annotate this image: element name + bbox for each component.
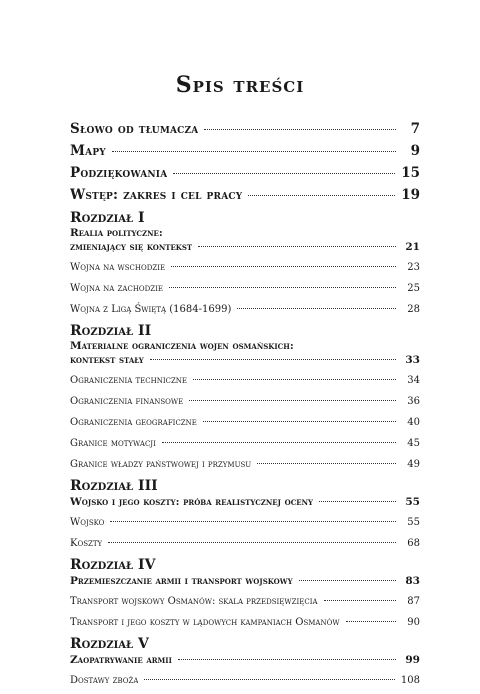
toc-subentry[interactable] — [70, 260, 420, 275]
chapter-heading: Rozdział III — [70, 478, 158, 494]
toc-subentry[interactable] — [70, 394, 420, 409]
toc-entry-title: Koszty — [70, 538, 103, 549]
toc-entry-page: 40 — [407, 417, 420, 428]
dot-leader — [319, 501, 396, 502]
toc-subentry[interactable] — [70, 615, 420, 630]
dot-leader — [193, 379, 396, 380]
toc-entry-title: Mapy — [70, 144, 106, 159]
dot-leader — [237, 308, 396, 309]
dot-leader — [150, 359, 396, 360]
chapter-heading: Rozdział IV — [70, 557, 156, 573]
toc-entry-page: 87 — [407, 596, 420, 607]
toc-entry-title: Ograniczenia finansowe — [70, 396, 184, 407]
toc-entry-page: 9 — [410, 143, 420, 159]
dot-leader — [162, 442, 396, 443]
toc-entry-page: 99 — [405, 654, 420, 666]
dot-leader — [189, 400, 396, 401]
chapter-heading: Rozdział I — [70, 210, 145, 226]
toc-entry-acknowledgements[interactable] — [70, 166, 420, 181]
toc-entry-chapter-1[interactable] — [70, 240, 420, 255]
toc-entry-title: Transport wojskowy Osmanów: skala przedsięwzięcia — [70, 596, 318, 607]
chapter-subtitle-line: Realia polityczne: — [70, 227, 163, 239]
dot-leader — [299, 580, 396, 581]
toc-entry-title: Wojna z Ligą Świętą (1684-1699) — [70, 304, 232, 315]
toc-entry-page: 34 — [407, 375, 420, 386]
toc-entry-title: zmieniający się kontekst — [70, 241, 193, 253]
toc-entry-title: Transport i jego koszty w lądowych kampaniach Osmanów — [70, 617, 340, 628]
dot-leader — [173, 173, 395, 174]
dot-leader — [248, 195, 395, 196]
toc-entry-title: Wojsko i jego koszty: próba realistycznej oceny — [70, 496, 313, 508]
toc-subentry[interactable] — [70, 415, 420, 430]
toc-entry-title: Wojsko — [70, 517, 105, 528]
toc-subentry[interactable] — [70, 515, 420, 530]
toc-entry-page: 90 — [407, 617, 420, 628]
toc-entry-title: Podziękowania — [70, 166, 168, 181]
toc-entry-title: Przemieszczanie armii i transport wojskowy — [70, 575, 293, 587]
toc-entry-title: Granice władzy państwowej i przymusu — [70, 459, 252, 470]
toc-entry-title: Wojna na wschodzie — [70, 262, 166, 273]
toc-subentry[interactable] — [70, 594, 420, 609]
dot-leader — [171, 266, 396, 267]
toc-entry-page: 49 — [407, 459, 420, 470]
toc-subentry[interactable] — [70, 373, 420, 388]
toc-entry-page: 55 — [407, 517, 420, 528]
toc-subentry[interactable] — [70, 302, 420, 317]
toc-entry-chapter-2[interactable] — [70, 353, 420, 368]
toc-entry-title: Granice motywacji — [70, 438, 156, 449]
toc-entry-maps[interactable] — [70, 144, 420, 159]
dot-leader — [178, 659, 396, 660]
toc-entry-title: Ograniczenia geograficzne — [70, 417, 197, 428]
dot-leader — [257, 463, 396, 464]
toc-entry-page: 108 — [400, 675, 420, 686]
dot-leader — [110, 521, 396, 522]
dot-leader — [346, 621, 396, 622]
toc-subentry[interactable] — [70, 536, 420, 551]
chapter-heading: Rozdział V — [70, 636, 149, 652]
toc-subentry[interactable] — [70, 281, 420, 296]
toc-entry-title: Wstęp: zakres i cel pracy — [70, 188, 243, 203]
toc-entry-page: 33 — [405, 354, 420, 366]
dot-leader — [204, 129, 396, 130]
table-of-contents — [70, 122, 420, 694]
toc-entry-page: 55 — [405, 496, 420, 508]
toc-entry-page: 68 — [407, 538, 420, 549]
toc-entry-title: kontekst stały — [70, 354, 144, 366]
dot-leader — [112, 151, 396, 152]
dot-leader — [198, 246, 396, 247]
toc-entry-page: 36 — [407, 396, 420, 407]
toc-entry-page: 25 — [407, 283, 420, 294]
chapter-heading: Rozdział II — [70, 323, 152, 339]
chapter-subtitle-line: Materialne ograniczenia wojen osmańskich: — [70, 340, 294, 352]
toc-entry-title: Zaopatrywanie armii — [70, 654, 172, 666]
dot-leader — [108, 542, 396, 543]
toc-subentry[interactable] — [70, 436, 420, 451]
page-title: Spis treści — [175, 72, 305, 98]
toc-entry-introduction[interactable] — [70, 188, 420, 203]
toc-entry-page: 15 — [401, 165, 420, 181]
toc-entry-title: Słowo od tłumacza — [70, 122, 199, 137]
dot-leader — [324, 600, 396, 601]
toc-subentry[interactable] — [70, 673, 420, 688]
toc-entry-chapter-4[interactable] — [70, 574, 420, 589]
toc-entry-page: 83 — [405, 575, 420, 587]
toc-entry-page: 19 — [401, 187, 420, 203]
toc-entry-page: 23 — [407, 262, 420, 273]
toc-entry-title: Wojna na zachodzie — [70, 283, 164, 294]
toc-entry-page: 45 — [407, 438, 420, 449]
dot-leader — [169, 287, 396, 288]
toc-entry-chapter-3[interactable] — [70, 495, 420, 510]
toc-subentry[interactable] — [70, 457, 420, 472]
dot-leader — [203, 421, 396, 422]
toc-entry-translator-note[interactable] — [70, 122, 420, 137]
toc-entry-page: 28 — [407, 304, 420, 315]
dot-leader — [144, 679, 395, 680]
toc-entry-title: Ograniczenia techniczne — [70, 375, 188, 386]
toc-entry-page: 7 — [410, 121, 420, 137]
toc-entry-chapter-5[interactable] — [70, 653, 420, 668]
toc-entry-page: 21 — [405, 241, 420, 253]
toc-entry-title: Dostawy zboża — [70, 675, 139, 686]
